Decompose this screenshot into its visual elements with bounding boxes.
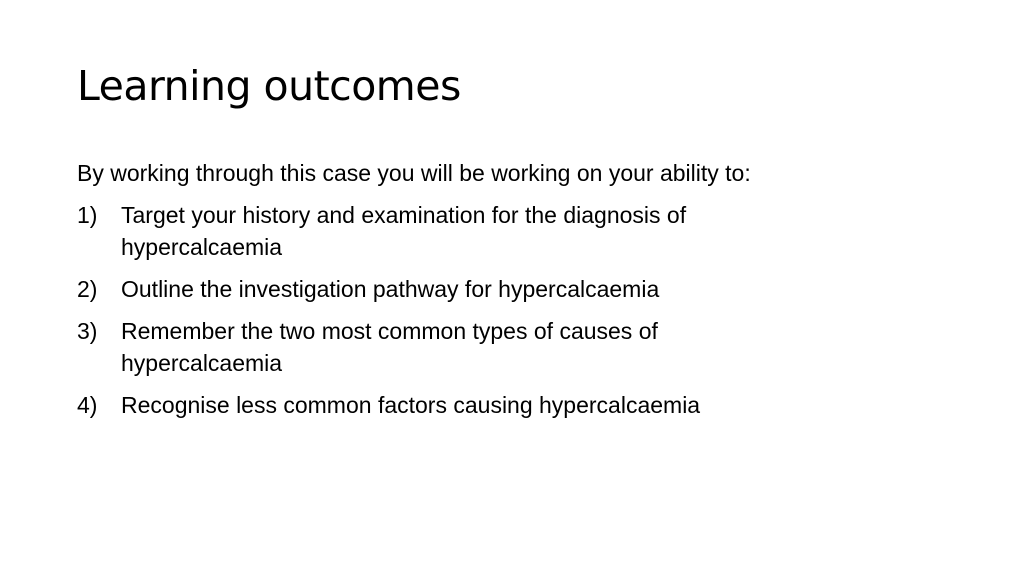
outcome-item-4 <box>77 389 777 421</box>
outcome-text: Recognise less common factors causing hypercalcaemia <box>121 392 701 418</box>
outcome-text: Outline the investigation pathway for hypercalcaemia <box>121 276 660 302</box>
outcome-item-3 <box>77 315 777 379</box>
intro-text: By working through this case you will be working on your ability to: <box>77 160 751 186</box>
outcome-number: 4) <box>77 392 98 418</box>
slide-body <box>77 157 957 431</box>
outcome-item-1 <box>77 199 777 263</box>
outcome-number: 2) <box>77 276 98 302</box>
slide-title: Learning outcomes <box>77 62 461 110</box>
outcome-item-2 <box>77 273 777 305</box>
outcome-number: 1) <box>77 202 98 228</box>
outcome-text: Remember the two most common types of causes of hypercalcaemia <box>121 318 658 376</box>
outcomes-list <box>77 199 957 421</box>
outcome-text: Target your history and examination for the diagnosis of hypercalcaemia <box>121 202 687 260</box>
outcome-number: 3) <box>77 318 98 344</box>
